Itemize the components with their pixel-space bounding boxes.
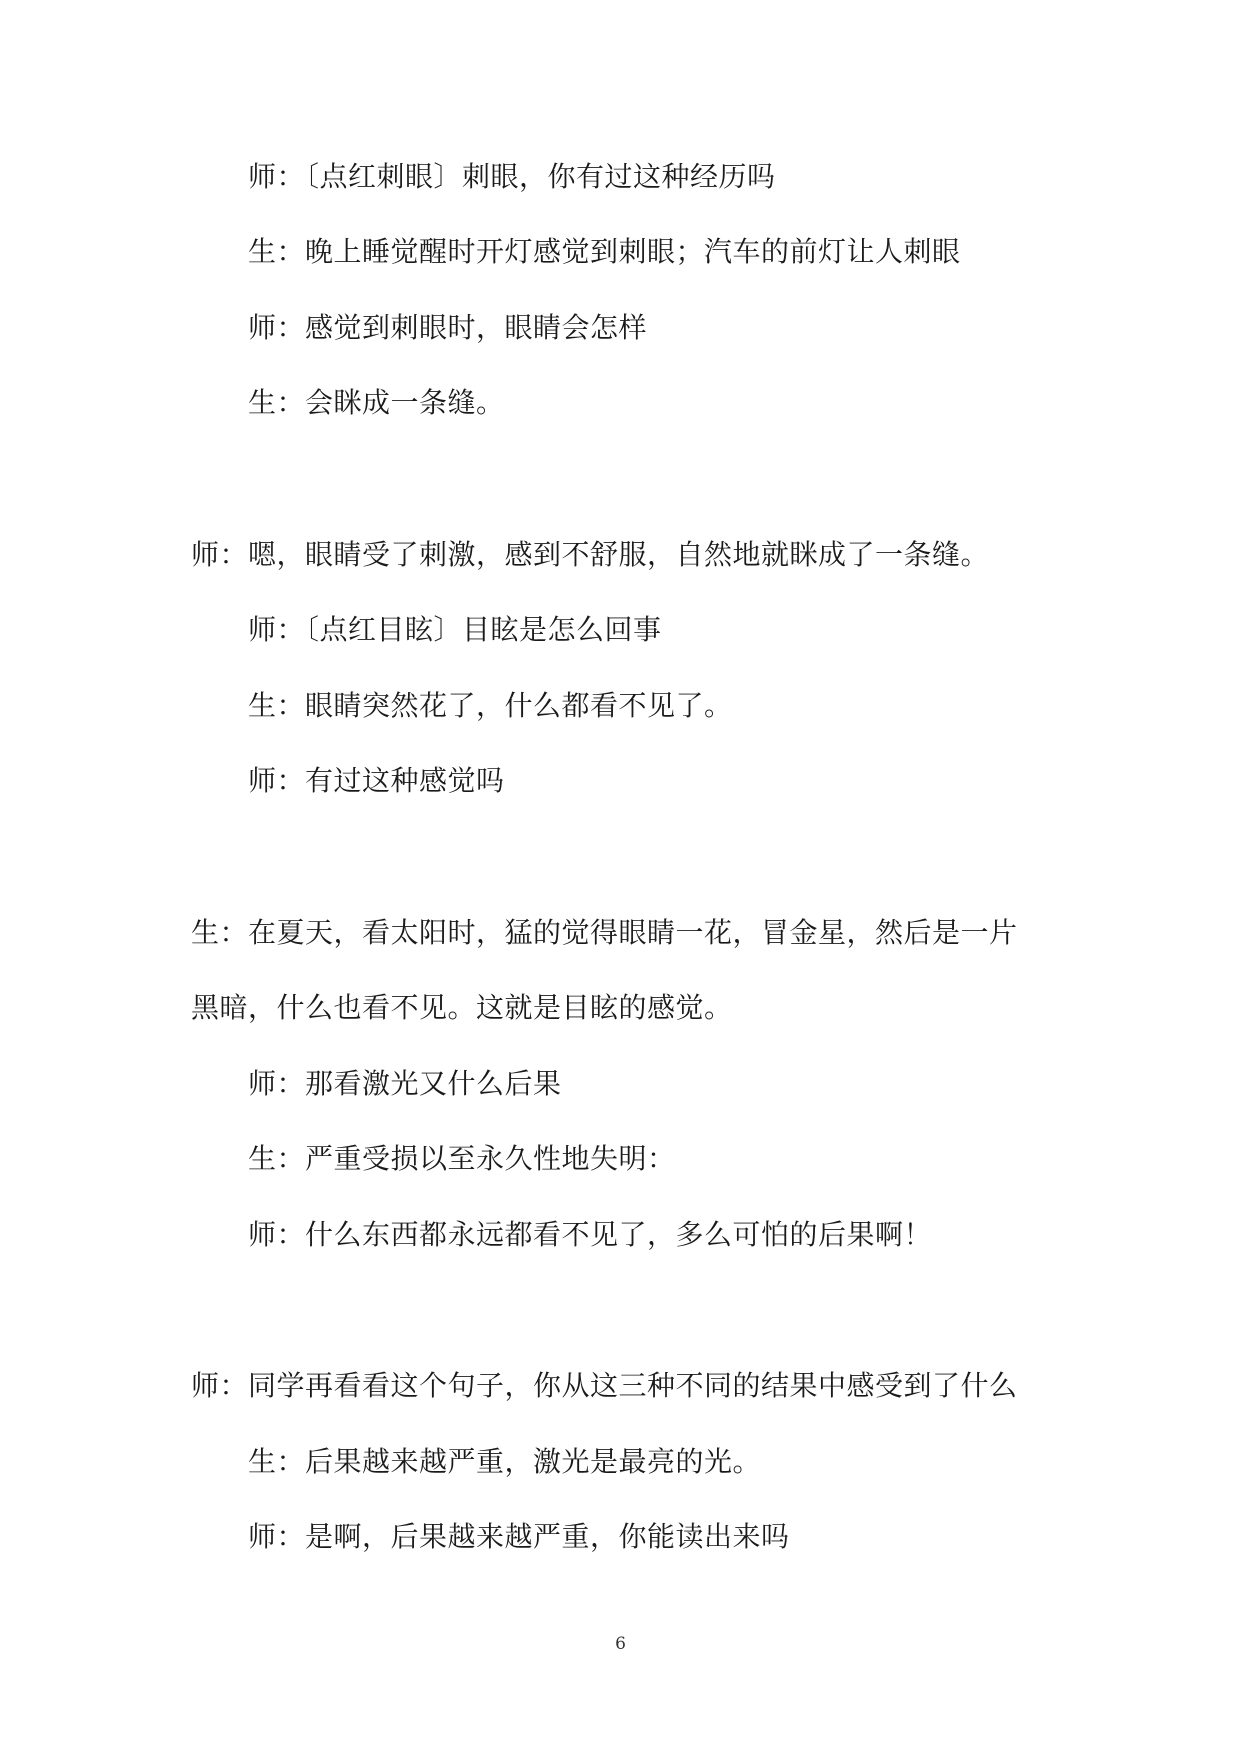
dialogue-line: 师：那看激光又什么后果 [248,1067,562,1100]
dialogue-line: 师：同学再看看这个句子，你从这三种不同的结果中感受到了什么 [191,1369,1018,1402]
dialogue-line: 生：在夏天，看太阳时，猛的觉得眼睛一花，冒金星，然后是一片 [191,916,1018,949]
dialogue-line: 生：后果越来越严重，激光是最亮的光。 [248,1445,762,1478]
dialogue-line: 生：眼睛突然花了，什么都看不见了。 [248,689,733,722]
dialogue-line: 师：是啊，后果越来越严重，你能读出来吗 [248,1520,790,1553]
dialogue-line: 师：嗯，眼睛受了刺激，感到不舒服，自然地就眯成了一条缝。 [191,538,990,571]
dialogue-line: 师：有过这种感觉吗 [248,764,505,797]
dialogue-line: 生：晚上睡觉醒时开灯感觉到刺眼；汽车的前灯让人刺眼 [248,235,961,268]
dialogue-line: 师：感觉到刺眼时，眼睛会怎样 [248,311,648,344]
dialogue-line: 生：会眯成一条缝。 [248,386,505,419]
dialogue-line: 师：什么东西都永远都看不见了，多么可怕的后果啊！ [248,1218,933,1251]
dialogue-line: 生：严重受损以至永久性地失明： [248,1142,676,1175]
dialogue-line-continuation: 黑暗，什么也看不见。这就是目眩的感觉。 [191,991,733,1024]
page-number: 6 [615,1634,626,1654]
dialogue-line: 师：〔点红目眩〕目眩是怎么回事 [248,613,662,646]
dialogue-line: 师：〔点红刺眼〕刺眼，你有过这种经历吗 [248,160,776,193]
